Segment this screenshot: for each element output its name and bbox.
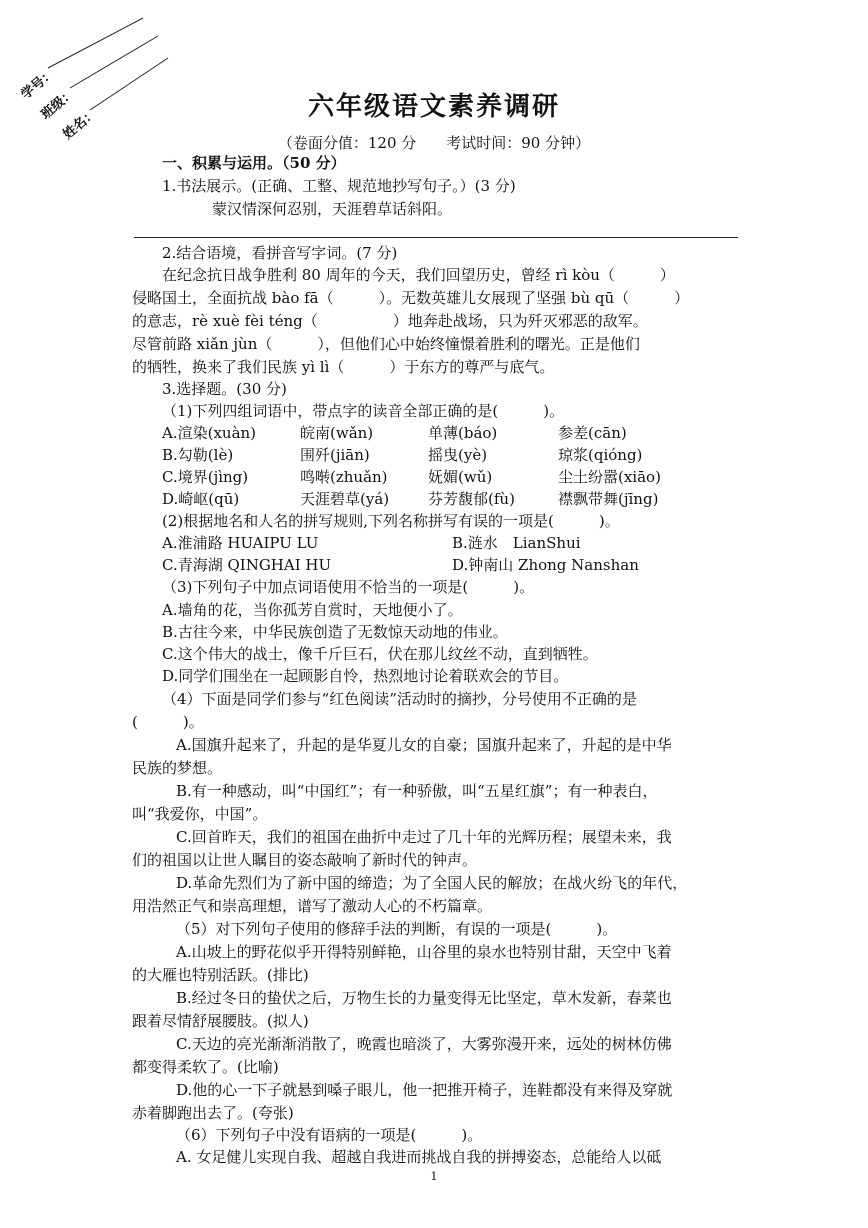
q3-4-d-2: 用浩然正气和崇高理想，谱写了激动人心的不朽篇章。 xyxy=(132,897,493,915)
q3-3-c: C.这个伟大的战士，像千斤巨石，伏在那儿纹丝不动，直到牺牲。 xyxy=(162,645,598,663)
q3-1-c-1: C.境界(jìng) xyxy=(162,468,249,486)
q3-5-a-2: 的大雁也特别活跃。(排比) xyxy=(132,966,309,984)
q3-5-d-2: 赤着脚跑出去了。(夸张) xyxy=(132,1104,294,1122)
q3-2-stem: (2)根据地名和人名的拼写规则,下列名称拼写有误的一项是( )。 xyxy=(162,512,620,530)
q3-1-c-4: 尘土纷嚣(xiāo) xyxy=(558,468,661,486)
q3-4-stem-cont: ( )。 xyxy=(132,713,204,731)
q3-4-a-1: A.国旗升起来了，升起的是华夏儿女的自豪；国旗升起来了，升起的是中华 xyxy=(176,736,672,754)
q3-1-a-2: 皖南(wǎn) xyxy=(300,424,374,442)
q3-5-c-1: C.天边的亮光渐渐消散了，晚霞也暗淡了，大雾弥漫开来，远处的树林仿佛 xyxy=(176,1035,672,1053)
q3-1-d-1: D.崎岖(qū) xyxy=(162,490,240,508)
q3-4-b-2: 叫“我爱你，中国”。 xyxy=(132,805,268,823)
q1-sentence: 蒙汉情深何忍别，天涯碧草话斜阳。 xyxy=(212,200,453,218)
q3-5-b-1: B.经过冬日的蛰伏之后，万物生长的力量变得无比坚定，草木发新，春菜也 xyxy=(176,989,672,1007)
class-label: 班级： xyxy=(38,85,79,123)
q3-5-c-2: 都变得柔软了。(比喻) xyxy=(132,1058,279,1076)
q3-1-stem: （1)下列四组词语中，带点字的读音全部正确的是( )。 xyxy=(162,402,565,420)
q3-4-b-1: B.有一种感动，叫“中国红”；有一种骄傲，叫“五星红旗”；有一种表白， xyxy=(176,782,658,800)
q2-line-5: 的牺牲，换来了我们民族 yì lì（ ）于东方的尊严与底气。 xyxy=(132,358,555,376)
q3-1-c-2: 鸣啭(zhuǎn) xyxy=(300,468,388,486)
q3-1-b-3: 摇曳(yè) xyxy=(428,446,488,464)
q2-line-2: 侵略国土，全面抗战 bào fā（ ）。无数英雄儿女展现了坚强 bù qū（ ） xyxy=(132,289,690,307)
q3-3-b: B.古往今来，中华民族创造了无数惊天动地的伟业。 xyxy=(162,623,508,641)
q3-5-a-1: A.山坡上的野花似乎开得特别鲜艳，山谷里的泉水也特别甘甜，天空中飞着 xyxy=(176,943,672,961)
q3-1-b-4: 琼浆(qióng) xyxy=(558,446,643,464)
name-label: 姓名： xyxy=(60,105,101,143)
q3-2-d: D.钟南山 Zhong Nanshan xyxy=(452,556,639,574)
q2-line-1: 在纪念抗日战争胜利 80 周年的今天，我们回望历史，曾经 rì kòu（ ） xyxy=(162,266,675,284)
q3-1-row-d xyxy=(162,488,658,510)
q3-1-row-c xyxy=(162,466,661,488)
q3-1-a-3: 单薄(báo) xyxy=(428,424,498,442)
q2-line-3: 的意志，rè xuè fèi téng（ ）地奔赴战场，只为歼灭邪恶的敌军。 xyxy=(132,312,648,330)
q3-1-b-2: 围歼(jiān) xyxy=(300,446,370,464)
section-heading: 一、积累与运用。（50 分） xyxy=(162,154,346,172)
q3-2-row-cd xyxy=(162,554,639,576)
q3-1-d-3: 芬芳馥郁(fù) xyxy=(428,490,515,508)
q3-5-b-2: 跟着尽情舒展腰肢。(拟人) xyxy=(132,1012,309,1030)
q2-stem: 2.结合语境，看拼音写字词。(7 分) xyxy=(162,244,398,262)
q3-1-b-1: B.勾勒(lè) xyxy=(162,446,234,464)
q3-4-d-1: D.革命先烈们为了新中国的缔造；为了全国人民的解放；在战火纷飞的年代， xyxy=(176,874,688,892)
q3-4-stem: （4）下面是同学们参与“红色阅读”活动时的摘抄，分号使用不正确的是 xyxy=(162,690,637,708)
q3-6-stem: （6）下列句子中没有语病的一项是( )。 xyxy=(176,1126,483,1144)
q2-line-4: 尽管前路 xiǎn jùn（ ），但他们心中始终憧憬着胜利的曙光。正是他们 xyxy=(132,335,640,353)
q3-2-a: A.淮浦路 HUAIPU LU xyxy=(162,534,319,552)
q3-1-a-4: 参差(cān) xyxy=(558,424,627,442)
q3-5-d-1: D.他的心一下子就悬到嗓子眼儿，他一把推开椅子，连鞋都没有来得及穿就 xyxy=(176,1081,673,1099)
q3-4-a-2: 民族的梦想。 xyxy=(132,759,223,777)
q1-writing-line xyxy=(134,237,738,238)
q3-1-a-1: A.渲染(xuàn) xyxy=(162,424,257,442)
q1-stem: 1.书法展示。(正确、工整、规范地抄写句子。）(3 分) xyxy=(162,177,516,195)
q3-1-row-b xyxy=(162,444,642,466)
q3-3-stem: （3)下列句子中加点词语使用不恰当的一项是( )。 xyxy=(162,578,535,596)
q3-3-a: A.墙角的花，当你孤芳自赏时，天地便小了。 xyxy=(162,601,463,619)
q3-3-d: D.同学们围坐在一起顾影自怜，热烈地讨论着联欢会的节目。 xyxy=(162,667,569,685)
q3-4-c-2: 们的祖国以让世人瞩目的姿态敲响了新时代的钟声。 xyxy=(132,851,478,869)
q3-4-c-1: C.回首昨天，我们的祖国在曲折中走过了几十年的光辉历程；展望未来，我 xyxy=(176,828,672,846)
q3-1-d-2: 天涯碧草(yá) xyxy=(300,490,390,508)
exam-title: 六年级语文素养调研 xyxy=(307,92,560,122)
q3-2-c: C.青海湖 QINGHAI HU xyxy=(162,556,332,574)
q3-1-c-3: 妩媚(wǔ) xyxy=(428,468,493,486)
q3-6-a: A. 女足健儿实现自我、超越自我进而挑战自我的拼搏姿态，总能给人以砥 xyxy=(176,1148,662,1166)
q3-2-row-ab xyxy=(162,532,581,554)
exam-subtitle: （卷面分值：120 分 考试时间：90 分钟） xyxy=(277,134,591,152)
q3-5-stem: （5）对下列句子使用的修辞手法的判断，有误的一项是( )。 xyxy=(176,920,618,938)
student-number-label: 学号： xyxy=(18,65,59,103)
q3-2-b: B.涟水 LianShui xyxy=(452,534,581,552)
q3-1-row-a xyxy=(162,422,627,444)
page-number: 1 xyxy=(430,1170,438,1183)
q3-1-d-4: 襟飘带舞(jīng) xyxy=(558,490,659,508)
q3-stem: 3.选择题。(30 分) xyxy=(162,380,287,398)
